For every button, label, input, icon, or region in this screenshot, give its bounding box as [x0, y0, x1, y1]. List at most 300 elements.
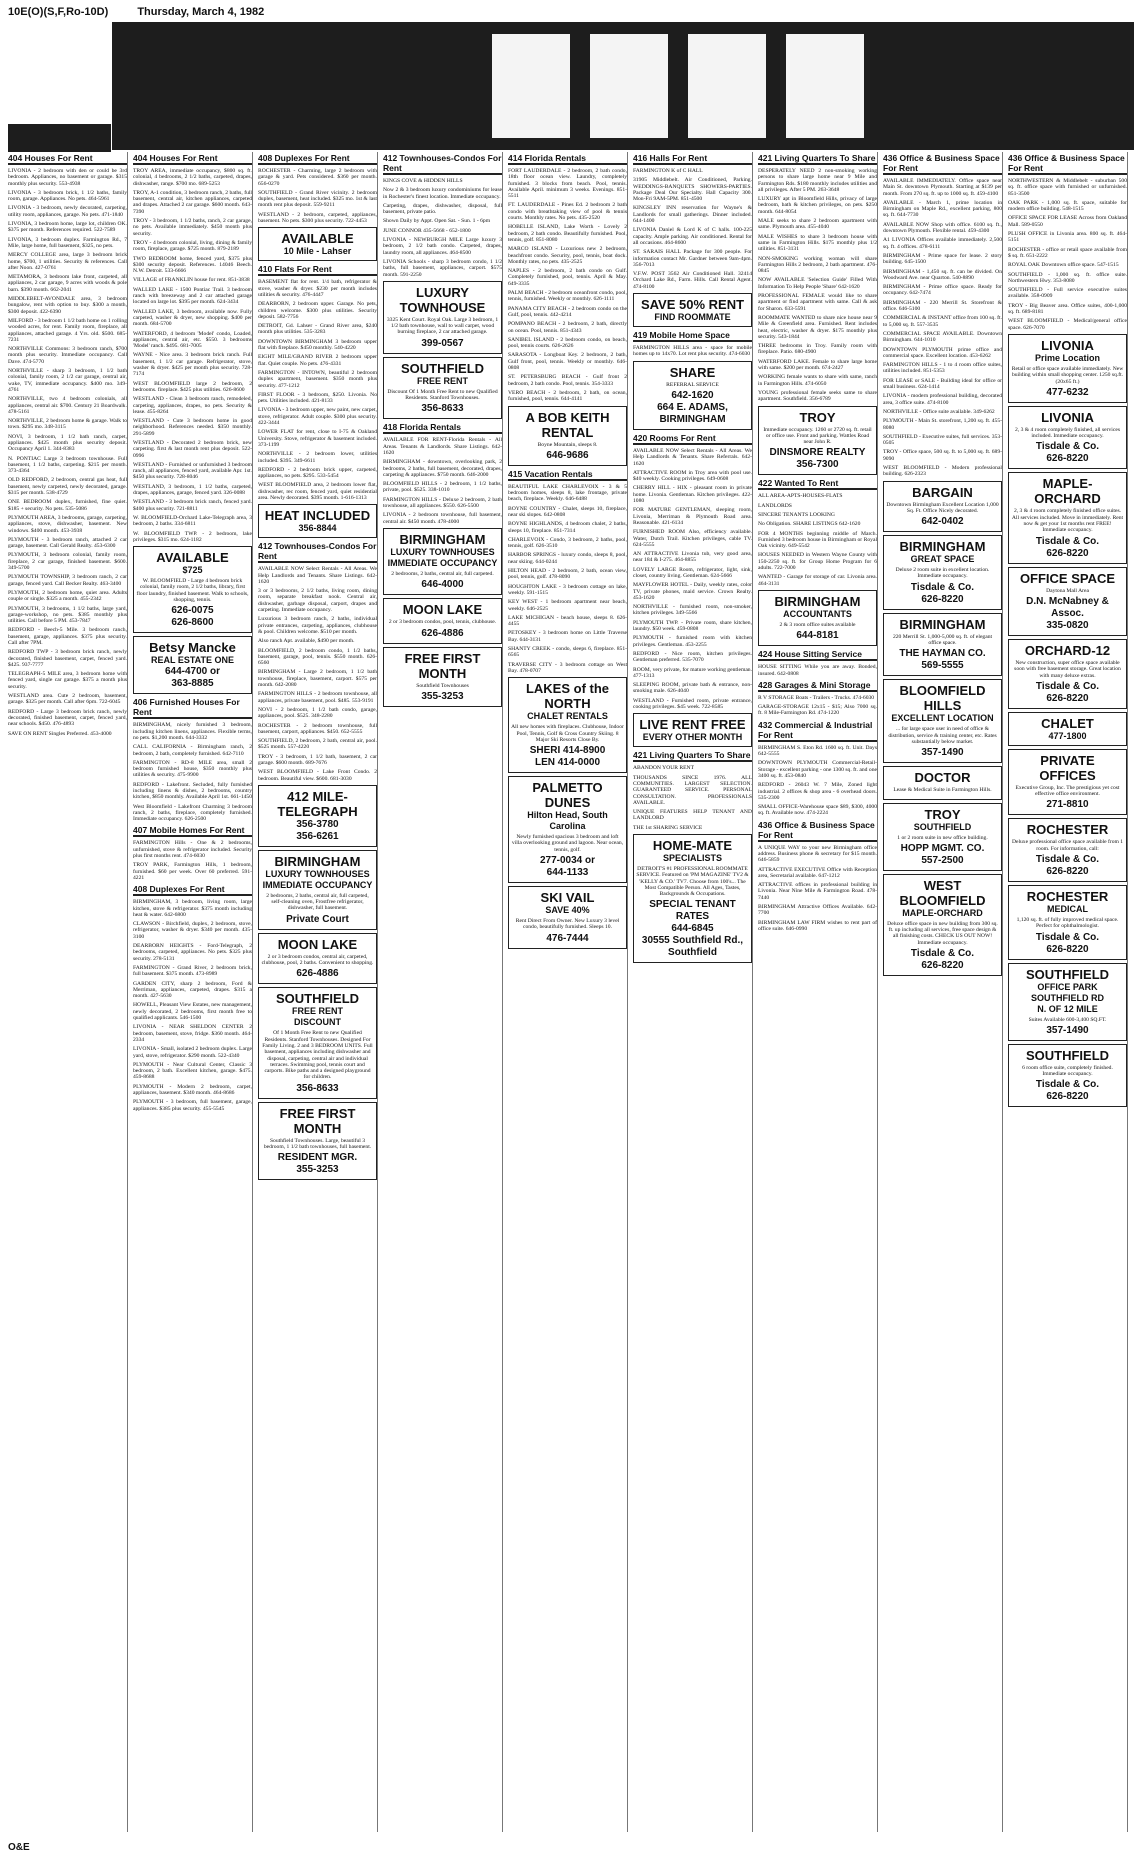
classified-column [633, 152, 753, 1832]
classified-ad: REDFORD - 26043 W. 7 Mile, Zoned light industrial. 2 offices & shop area - 6 overhead doors. 535-2300 [758, 782, 877, 801]
display-ad-headline: AVAILABLE [281, 231, 354, 247]
display-ad-headline: TROY [799, 409, 836, 425]
classified-ad: DETROIT, Gd. Lahser - Grand River area, $240 month plus utilities. 535-3283 [258, 323, 377, 336]
classified-column [258, 152, 378, 1832]
display-ad-contact: 335-0820 [1046, 619, 1089, 631]
display-ad-body: Deluxe 2 room suite in excellent location. Immediate occupancy. [895, 567, 990, 580]
classified-ad: NORTHVILLE - furnished room, non-smoker, kitchen privileges. 349-5566 [633, 604, 752, 617]
classified-ad: AVAILABLE NOW Shop with office. 6100 sq. ft., downtown Plymouth. Flexible rental. 459-4300 [883, 221, 1002, 235]
classified-ad: ST. PETERSBURG BEACH - Gulf front 2 bedroom, 2 bath condo. Pool, tennis. 354-3333 [508, 374, 627, 387]
display-ad-headline: ACCOUNTANTS [783, 608, 852, 619]
classified-ad: DEARBORN, 2 bedroom upper. Garage. No pets, children welcome. $300 plus utilities. Security deposit. 582-7756 [258, 301, 377, 320]
display-ad-contact: 626-4886 [421, 627, 464, 639]
display-ad-headline: DISCOUNT [294, 1017, 341, 1028]
display-ad-headline: SAVE 40% [545, 905, 590, 915]
section-heading: 416 Halls For Rent [633, 153, 752, 165]
classified-ad: ROCHESTER - office or retail space available from $ sq. ft. 651-2222 [1008, 246, 1127, 259]
display-ad-body: 1,120 sq. ft. of fully improved medical space. Perfect for ophthalmologist. [1016, 916, 1119, 930]
display-ad-headline: A BOB KEITH RENTAL [525, 409, 610, 440]
display-ad-body: Suites Available 600-3,400 SQ.FT. [1028, 1016, 1107, 1023]
classified-ad: DESPERATELY NEED 2 non-smoking working persons to share large home near 9 Mile and Farmington Rds. $180 monthly includes utilities and all privileges. After 5 PM. 263-3648 [758, 168, 877, 193]
classified-ad: ROYAL OAK Downtown office space. 547-1515 [1008, 262, 1119, 269]
display-ad-contact: 355-3253 [296, 1164, 339, 1176]
display-ad-headline: MAPLE-ORCHARD [1034, 476, 1101, 507]
classified-ad: FORT LAUDERDALE - 2 bedroom, 2 bath condo, 18th floor ocean view. Laundry, completely furnished. 3 blocks from beach. Pool, tennis. Available April. minimum 3 weeks. Evenings. 851-5511 [508, 168, 627, 200]
classified-ad: TELEGRAPH-5 MILE area, 3 bedroom home with fenced yard, single car garage. $375 a month plus security. [8, 671, 127, 690]
classified-ad: METAMORA, 3 bedroom lake front, carpeted, all appliances, 2 car garage, 9 acres with woods & pole barn. $390 month. 662-2041 [8, 274, 127, 293]
display-ad-contact: 626-8220 [921, 960, 964, 972]
display-ad-headline: SAVE 50% RENT [640, 297, 745, 313]
display-ad [633, 361, 752, 430]
section-heading: 414 Florida Rentals [508, 153, 627, 165]
display-ad-contact: 646-9686 [546, 449, 589, 461]
classified-ad: WEST BLOOMFIELD area, 2 bedroom lower flat, dishwasher, rec room, fenced yard, quiet residential area. Newly decorated. $395 month. 1-616-1313 [258, 482, 377, 501]
display-ad-contact: Tisdale & Co. [1035, 1079, 1100, 1091]
classified-ad: SLEEPING ROOM, private bath & entrance, non-smoking male. 626-4040 [633, 682, 752, 695]
classified-ad: MAYFLOWER HOTEL - Daily, weekly rates, color TV, private phones, maid service. Crown Realty. 453-1620 [633, 582, 752, 601]
classified-ad: LIVONIA, 3 bedroom duplex. Farmington Rd., 7 Mile, large home, full basement, $325, no pets. [8, 236, 127, 249]
classified-ad: FOR LEASE or SALE - Building ideal for office or small business. 624-1414 [883, 377, 1002, 391]
display-ad-headline: Prime Location [1034, 352, 1100, 363]
classified-ad: SOUTHFIELD - Executive suites, full services. 353-0505 [883, 433, 1002, 447]
display-ad [383, 598, 502, 643]
classified-ad: A UNIQUE WAY to your new Birmingham office address. Business phone & secretary for $15 month. 646-5859 [758, 844, 877, 864]
display-ad-headline: SPECIALISTS [662, 853, 722, 863]
classified-ad: PLYMOUTH TWP. - Private room, share kitchen, laundry. $50 week. 459-0808 [633, 619, 752, 633]
display-ad-contact: 30555 Southfield Rd., Southfield [641, 935, 744, 959]
classified-ad: JUNE CONNOR 435-5668 - 652-1800 [383, 227, 471, 234]
classified-ad: VERO BEACH - 2 bedroom, 2 bath, on ocean, furnished, pool, tennis. 644-4141 [508, 389, 627, 403]
display-ad [258, 504, 377, 538]
display-ad-contact: 626-8600 [171, 617, 214, 629]
section-heading: 412 Townhouses-Condos For Rent [383, 153, 502, 173]
display-ad-headline: LIVONIA [1041, 337, 1094, 353]
classified-ad: LIVONIA - 2 bedroom townhouse, full basement, central air. $450 month. 478-4000 [383, 512, 502, 525]
classified-columns [8, 152, 1134, 1832]
section-heading: 422 Wanted To Rent [758, 478, 877, 490]
display-ad-contact: 644-8181 [796, 630, 839, 642]
display-ad-headline: ROCHESTER [1026, 822, 1109, 838]
classified-column [8, 152, 128, 1832]
display-ad-contact: 356-3780 [296, 818, 339, 830]
display-ad [1008, 406, 1127, 470]
display-ad-contact: 626-8220 [1046, 453, 1089, 465]
display-ad-body: Downtown Birmingham Excellent Location 1,000 Sq. Ft. Office Nicely decorated. [886, 501, 999, 514]
classified-ad: COMMERCIAL & INSTANT office from 100 sq. ft. to 5,000 sq. ft. 557-3535 [883, 315, 1002, 328]
classified-ad: NAPLES - 2 bedroom, 2 bath condo on Gulf. Completely furnished, pool, tennis. April & May. 649-3335 [508, 268, 627, 287]
display-ad-contact: 399-0567 [421, 337, 464, 349]
classified-ad: NORTHVILLE Commons: 3 bedroom ranch, $700 month plus security. Immediate occupancy. Call Dave. 474-5770 [8, 346, 127, 365]
display-ad-headline: AVAILABLE [156, 550, 229, 566]
classified-ad: PLYMOUTH - Near Cultural Center, Classic 3 bedroom, 2 bath. Excellent kitchen, garage. $475. 459-8688 [133, 1061, 252, 1081]
classified-ad: V.F.W. POST 3562 Air Conditioned Hall. 32414 Orchard Lake Rd., Farm. Hills. Call Rental Agent. 474-8100 [633, 271, 752, 290]
classified-ad: LIVONIA - NEWBURGH MILE Large luxury 3 bedroom, 2 1/2 bath condo. Carpeted, drapes, laundry room, all appliances. 464-8500 [383, 237, 502, 256]
display-ad [633, 293, 752, 327]
classified-ad: WALLED LAKE - 1500 Pontiac Trail. 3 bedroom ranch with breezeway and 2 car attached garage located on large lot. $395 per month. 624-3434 [133, 286, 252, 306]
display-ad-headline: SOUTHFIELD [1025, 966, 1110, 982]
classified-ad: FARMINGTON Hills - One & 2 bedrooms, unfurnished, stove & refrigerator included. Security plus first months rent. 474-6030 [133, 840, 252, 860]
classified-ad: LOWER FLAT for rent, close to I-75 & Oakland University. Stove, refrigerator & basement included. 373-1199 [258, 429, 377, 448]
display-ad [1008, 749, 1127, 816]
classified-ad: SOUTHFIELD - Full service executive suites available. 358-0909 [1008, 287, 1127, 300]
classified-ad: BIRMINGHAM, nicely furnished 3 bedroom, including kitchen linens, appliances. Flexible terms, no pets. $1,200 month. 644-3332 [133, 722, 252, 741]
section-heading: 408 Duplexes For Rent [258, 153, 377, 165]
display-ad-contact: 626-8220 [1046, 1091, 1089, 1103]
display-ad-body: 1 or 2 room suite in new office building. [897, 834, 988, 841]
display-ad-contact: 626-8220 [1046, 692, 1089, 704]
classified-ad: MILFORD - 3 bedroom 1 1/2 bath home on 1 rolling wooded acres, for rent. Family room, fireplace, all appliances, attached garage. 4 Yrs. old. $500. 685-7231 [8, 317, 128, 343]
classified-ad: CHARLEVOIX - Condo, 3 bedroom, 2 baths, pool, tennis, golf. 626-3510 [508, 536, 627, 550]
display-ad-contact: 626-8220 [1046, 865, 1089, 877]
display-ad-contact: 356-6261 [296, 830, 339, 842]
classified-ad: BLOOMFIELD HILLS - 2 bedroom, 1 1/2 baths, private, pool. $525. 338-1010 [383, 481, 502, 494]
display-ad-headline: LAKES of the NORTH [525, 681, 610, 712]
display-ad-headline: CHALET [1041, 715, 1094, 731]
display-ad-contact: 557-2500 [921, 854, 964, 866]
classified-ad: West Bloomfield - Lakefront Charming 3 bedroom ranch, 2 baths, fireplace, completely furnished. Immediate occupancy. 626-2500 [133, 803, 252, 823]
classified-ad: TRAVERSE CITY - 3 bedroom cottage on West Bay. 478-0707 [508, 661, 627, 674]
classified-ad: TROY, A-1 condition, 3 bedroom ranch, 2 baths, full basement, central air, kitchen appliances, carpeted and drapes. Attached 2 car garage. $600 month. 643-7390 [133, 189, 252, 215]
page-folio: 10E(O)(S,F,Ro-10D) [8, 6, 109, 18]
classified-ad: LAKE MICHIGAN - beach house, sleeps 8. 626-4455 [508, 614, 627, 628]
display-ad-body: 2, 3 & 4 room completely finished, all services included. Immediate occupancy. [1014, 426, 1120, 440]
classified-ad: MIDDLEBELT-AVONDALE area, 3 bedroom bungalow, rent with option to buy. $300 a month, $300 deposit. 422-6390 [8, 296, 127, 315]
classified-ad: WEST BLOOMFIELD - Modern professional building. 626-2323 [883, 464, 1002, 478]
display-ad [883, 766, 1002, 799]
classified-ad: Carpeting, drapes, dishwasher, disposal, full basement, private patio. [383, 202, 502, 216]
display-ad-contact: 356-8633 [421, 403, 464, 415]
classified-ad: BEAUTIFUL LAKE CHARLEVOIX - 3 & 5 bedroom homes, sleeps 8, lake frontage, private beach, fireplace. Weekly. 646-6488 [508, 483, 627, 503]
section-heading: 436 Office & Business Space For Rent [1008, 153, 1127, 175]
classified-ad: FOR MATURE GENTLEMAN, sleeping room, Livonia, Merriman & Plymouth Road area. Reasonable. 421-6134 [633, 507, 752, 526]
classified-ad: SOUTHFIELD - 1,000 sq. ft. office suite. Northwestern Hwy. 353-8080 [1008, 271, 1127, 284]
display-ad-contact: 642-1620 [671, 389, 714, 401]
display-ad-headline: BIRMINGHAM [274, 853, 361, 869]
classified-ad: NORTHVILLE - 2 bedroom lower, utilities included. $395. 349-6611 [258, 451, 377, 464]
classified-ad: WESTLAND - 2 bedroom, carpeted, appliances, basement. No pets. $300 plus security. 722-4453 [258, 211, 377, 225]
display-ad-headline: EXCELLENT LOCATION [891, 713, 994, 724]
display-ad-headline: 10 Mile - Lahser [283, 246, 352, 257]
display-ad-contact: RESIDENT MGR. [277, 1152, 358, 1164]
display-ad-headline: LUXURY TOWNHOUSES [390, 546, 495, 557]
classified-ad: AVAILABLE IMMEDIATELY. Office space near Main St. downtown Plymouth. Starting at $139 per month. From 270 sq. ft. up to 1000 sq. ft. 459-4100 [883, 178, 1002, 197]
classified-ad: SHANTY CREEK - condo, sleeps 6, fireplace. 851-6565 [508, 646, 627, 659]
classified-ad: Now 2 & 3 bedroom luxury condominiums for lease in Rochester's finest location. Immediate occupancy. [383, 187, 502, 200]
classified-ad: CLAWSON - Birchfield, duplex, 2 bedroom, stove, refrigerator, washer & dryer. $340 per month. 435-3100 [133, 921, 252, 940]
display-ad-headline: BIRMINGHAM [899, 616, 986, 632]
classified-ad: ST. SARAIS HALL Package for 300 people. For information contact Mr. Gardner between 9am-4pm. 356-7013 [633, 249, 752, 268]
display-ad [258, 933, 377, 985]
classified-ad: WESTLAND - Furnished room, private entrance, cooking privileges. $45 week. 722-8585 [633, 697, 752, 711]
classified-ad: W. BLOOMFIELD TWP. - 2 bedroom, lake privileges. $315 mo. 624-1182 [133, 530, 252, 543]
display-ad-contact: 644-6845 [671, 923, 714, 935]
classified-ad: FT. LAUDERDALE - Pines Ed. 2 bedroom 2 bath condo with breathtaking view of pool & tennis courts. Monthly rates. No pets. 435-2520 [508, 202, 627, 222]
classified-ad: ABANDON YOUR RENT [633, 765, 695, 772]
page-date: Thursday, March 4, 1982 [137, 6, 265, 18]
classified-ad: VILLAGE of FRANKLIN house for rent. 851-3838 [133, 277, 250, 284]
classified-column [758, 152, 878, 1832]
classified-ad: AVAILABLE NOW Select Rentals - All Areas. We Help Landlords & Tenants. Share Referrals. 642-1620 [633, 447, 752, 467]
display-ad-headline: SOUTHFIELD [275, 991, 360, 1007]
classified-ad: KINGSLEY INN reservation for Wayne's & Landlords for small gatherings. Dinner included. 644-1400 [633, 205, 752, 225]
classified-ad: HARBOR SPRINGS - luxury condo, sleeps 8, pool, near skiing. 644-0244 [508, 552, 627, 565]
classified-ad: GARAGE-STORAGE 12x15 - $15; Also 7000 sq. ft. 8 Mile-Farmington Rd. 474-1220 [758, 704, 877, 717]
display-ad [633, 834, 752, 963]
classified-ad: 3 or 3 bedrooms, 2 1/2 baths, living room, dining room, separate breakfast nook. Central air, dishwasher, garbage disposal, carport, drapes and carpeting. Immediate occupancy. [258, 588, 377, 614]
classified-ad: WATERFORD, 4 bedroom 'Model' condo, Loaded, appliances, central air, etc. $550. 3 bedrooms 'Model' ranch. $495. 681-7005 [133, 330, 252, 350]
display-ad-body: 2 bedrooms, 2 baths, central air, full carpeted. [391, 570, 494, 577]
classified-column [883, 152, 1003, 1832]
classified-column [1008, 152, 1128, 1832]
display-ad-headline: BIRMINGHAM [774, 593, 861, 609]
display-ad [1008, 1044, 1127, 1108]
display-ad-headline: MAPLE-ORCHARD [902, 907, 983, 918]
classified-ad: ALL AREA-APTS-HOUSES-FLATS [758, 493, 843, 500]
display-ad [883, 874, 1002, 976]
classified-ad: FOR 4 MONTHS beginning middle of March. Furnished 3 bedroom house in Birmingham or Royal Oak vicinity. 649-5542 [758, 530, 877, 550]
classified-ad: POMPANO BEACH - 2 bedroom, 2 bath, directly on ocean. Pool, tennis. 851-4343 [508, 321, 627, 334]
display-ad-body: Boyne Mountain, sleeps 8. [537, 441, 598, 448]
classified-ad: GARDEN CITY, sharp 2 bedroom, Ford & Merriman, appliances, carpeted, drapes. $315 a month. 427-5630 [133, 980, 252, 1000]
display-ad-contact: 626-8220 [921, 593, 964, 605]
display-ad-headline: PALMETTO DUNES [532, 780, 603, 811]
classified-ad: LIVONIA - 3 bedroom, newly decorated, carpeting, utility room, appliances, garage. No pets. 471-1840 [8, 205, 127, 218]
classified-ad: SAVE ON RENT Singles Preferred. 453-4000 [8, 730, 112, 737]
classified-ad: ATTRACTIVE offices in professional building in Livonia. Near Nine Mile & Farmington Road. 478-7440 [758, 882, 877, 901]
section-heading: 404 Houses For Rent [8, 153, 127, 165]
classified-ad: NORTHVILLE - Office suite available. 349-6262 [883, 408, 995, 415]
display-ad-headline: LIVE RENT FREE [639, 717, 746, 733]
display-ad-headline: FIND ROOMMATE [654, 312, 731, 323]
classified-ad: OFFICE SPACE FOR LEASE Across from Oakland Mall. 589-0550 [1008, 215, 1127, 228]
classified-ad: WESTLAND, 3 bedroom, 1 1/2 baths, carpeted, drapes, appliances, garage, fenced yard. 326-0088 [133, 483, 252, 497]
display-ad-contact: 569-5555 [921, 660, 964, 672]
section-heading: 432 Commercial & Industrial For Rent [758, 720, 877, 742]
classified-ad: PLYMOUTH, 3 bedroom colonial, family room, fireplace, 2 car garage, finished basement. $600. 349-5700 [8, 552, 127, 572]
classified-ad: AVAILABLE FOR RENT-Florida Rentals - All Areas. Tenants & Landlords. Share Listings. 642-1620 [383, 437, 502, 456]
display-ad-body: 220 Merrill St. 1,000-5,000 sq. ft. of elegant office space. [892, 633, 993, 647]
display-ad-body: 2 bedrooms, 2 baths, central air, full carpeted, self-cleaning oven, Frostfree refrigerator, dishwasher, full basement. [266, 892, 369, 912]
display-ad-body: Newly furnished spacious 3 bedroom and loft villa overlooking ground and lagoon. Near ocean, tennis, golf. [511, 834, 624, 853]
display-ad-contact: 356-7300 [796, 459, 839, 471]
classified-ad: TROY - 3 bedroom, 1 1/2 bath, basement, 2 car garage. $600 month. 689-7676 [258, 753, 377, 766]
classified-ad: FARMINGTON - Grand River, 2 bedroom brick, full basement. $375 month. 473-8989 [133, 964, 252, 978]
classified-ad: FARMINGTON HILLS area - space for mobile homes up to 14x70. Lot rent plus security. 474-6030 [633, 345, 752, 358]
classified-ad: LIVONIA - 3 bedroom brick, 1 1/2 baths, family room, garage. Appliances. No pets. 464-5961 [8, 189, 127, 203]
display-ad [758, 590, 877, 646]
classified-ad: PLYMOUTH - 3 bedroom, full basement, garage, appliances. $385 plus security. 455-5545 [133, 1099, 252, 1112]
display-ad-contact: 277-0034 or [539, 855, 596, 866]
display-ad-headline: GREAT SPACE [910, 554, 975, 565]
display-ad [1008, 472, 1127, 563]
display-ad [1008, 818, 1127, 882]
classified-ad: THE 1st SHARING SERVICE [633, 824, 703, 831]
display-ad-headline: FREE FIRST MONTH [279, 1105, 356, 1136]
display-ad-body: DETROIT'S #1 PROFESSIONAL ROOMMATE SERVICE. Featured on 'PM MAGAZINE' TV2 & 'KELLY & CO.' TV7. Choose from 100's... The Most Compatible Person. All Ages, Tastes, Backgrounds & Occupations. [636, 866, 749, 898]
classified-ad: REDFORD - Lakefront. Secluded, fully furnished including linens & dishes, 2 bedrooms, country kitchen, $850 monthly. Available April 1st. 661-1450 [133, 781, 253, 801]
display-ad-contact: 363-8885 [171, 678, 214, 690]
display-ad-body: All new homes with fireplaces. Clubhouse, Indoor Pool, Tennis, Golf & Cross Country Skiing. 8 Major Ski Resorts Close By. [511, 724, 624, 743]
display-ad-contact: Private Court [286, 913, 349, 925]
classified-ad: BIRMINGHAM - 1,450 sq. ft. can be divided. On Woodward Ave. near Quarton. 540-8890 [883, 268, 1002, 281]
display-ad [1008, 963, 1127, 1041]
classified-ad: BIRMINGHAM, 3 bedroom, living room, large kitchen, stove & refrigerator. $375 month including heat & water. 642-6800 [133, 899, 252, 918]
display-ad-body: Of 1 Month Free Rent to new Qualified Residents. Stanford Townhouses. Designed For Family Living. 2 and 3 BEDROOM UNITS. Full basement, appliances including dishwasher and disposal, carpeting, central air and individual terraces. Swimming pool, tennis court and carports. Bike paths and a designed playground for children. [262, 1030, 373, 1081]
display-ad-headline: LUXURY TOWNHOUSES [265, 868, 370, 879]
classified-ad: R V STORAGE Boats - Trailers - Trucks. 474-6030 [758, 694, 875, 701]
classified-ad: ROOMMATE WANTED to share nice house near 9 Mile & Greenfield area. Furnished. Rent includes heat, electric, washer & dryer. $175 monthly plus security. 543-1844 [758, 314, 877, 340]
section-heading: 406 Furnished Houses For Rent [133, 697, 252, 719]
classified-ad: EIGHT MILE/GRAND RIVER 2 bedroom upper flat. Quiet couple. No pets. 476-4331 [258, 354, 377, 367]
display-ad [508, 776, 627, 883]
display-ad-headline: IMMEDIATE OCCUPANCY [262, 879, 373, 890]
display-ad [1008, 712, 1127, 746]
classified-ad: FURNISHED ROOM Also, efficiency available. Water, Dutch Trail. Kitchen privileges, cable TV. 624-5555 [633, 529, 752, 548]
display-ad-headline: REAL ESTATE ONE [150, 655, 234, 666]
display-ad-body: 6 room office suite, completely finished. Immediate occupancy. [1022, 1064, 1113, 1078]
display-ad [508, 886, 627, 949]
classified-ad: AVAILABLE - March 1, prime location in Birmingham on Maple Rd., excellent parking, 800 sq. ft. 644-7730 [883, 199, 1002, 219]
display-ad-contact: Tisdale & Co. [1035, 535, 1100, 547]
classified-ad: PLYMOUTH - 3 bedroom ranch, attached 2 car garage, basement. Call Gerald Realty. 453-6300 [8, 536, 127, 550]
display-ad-headline: FREE RENT [291, 1006, 343, 1017]
classified-ad: SOUTHFIELD, 2 bedroom, 2 bath, central air, pool. $525 month. 557-4220 [258, 738, 377, 751]
classified-ad: TROY - Big Beaver area. Office suites, 400-1,000 sq. ft. 689-8181 [1008, 302, 1127, 316]
display-ad-headline: SOUTHFIELD [1025, 1047, 1110, 1063]
classified-ad: UNIQUE FEATURES HELP TENANT AND LANDLORD [633, 809, 752, 822]
display-ad-body: 2 or 3 bedroom condos, central air, carpeted, clubhouse, pool, 2 baths. Convenient to shopping. [261, 953, 374, 967]
display-ad-headline: SKI VAIL [540, 890, 595, 905]
classified-ad: BIRMINGHAM - Prime office space. Ready for occupancy. 642-7474 [883, 284, 1002, 297]
classified-ad: BIRMINGHAM Attractive Offices Available. 642-7700 [758, 904, 877, 917]
classified-ad: PANAMA CITY BEACH - 2 bedroom condo on the Gulf, pool, tennis. 442-4214 [508, 305, 627, 318]
classified-ad: TROY AREA, immediate occupancy, $800 sq. ft. colonial, 4 bedrooms, 2 1/2 baths, carpeted, drapes, dishwasher, range. $700 mo. 689-5253 [133, 168, 252, 187]
display-ad-headline: CHALET RENTALS [527, 711, 608, 722]
classified-ad: WALLED LAKE, 3 bedroom, available now. Fully carpeted, washer & dryer, new shopping. $400 per month. 684-5700 [133, 308, 252, 328]
display-ad-headline: OFFICE SPACE [1019, 570, 1116, 586]
classified-ad: N. PONTIAC Large 3 bedroom townhouse. Full basement, 1 1/2 baths, carpeting. $215 per month. 373-4364 [8, 455, 127, 475]
display-ad-contact: 357-1490 [1046, 1024, 1089, 1036]
display-ad [1008, 639, 1127, 709]
display-ad [258, 987, 377, 1098]
display-ad-headline: LIVONIA [1041, 409, 1094, 425]
classified-ad: MERCY COLLEGE area, large 3 bedroom brick home, $700, 1 utilities. Security & references. Call after Noon. 427-0761 [8, 252, 127, 271]
classified-ad: THREE bedrooms in Troy. Family room with fireplace. Patio. 680-4900 [758, 343, 877, 356]
classified-ad: OAK PARK - 1,000 sq. ft. space, suitable for modern office building. 548-1515 [1008, 199, 1127, 213]
display-ad-headline: MOON LAKE [277, 936, 358, 952]
classified-ad: A1 LIVONIA Offices available immediately. 2,500 sq. ft. 4 offices. 478-6111 [883, 237, 1002, 250]
display-ad-contact: 357-1490 [921, 747, 964, 759]
section-heading: 412 Townhouses-Condos For Rent [258, 541, 377, 562]
classified-ad: BIRMINGHAM - downtown, overlooking park, 2 bedrooms, 2 baths, full basement, decorated, drapes, carpeting & appliances. $750 month. 646-2000 [383, 459, 502, 478]
classified-ad: HOBELLE ISLAND, Lake Worth - Lovely 2 bedroom, 2 bath condo. Beautifully furnished. Pool, tennis, golf. 851-8080 [508, 224, 627, 243]
classified-ad: NORTHWESTERN & Middlebelt - suburban 500 sq. ft. office space with furnished or unfurnished. 851-3500 [1008, 178, 1127, 197]
classified-ad: PLUSH OFFICE in Livonia area. 800 sq. ft. 464-5151 [1008, 231, 1127, 244]
classified-ad: Luxurious 3 bedroom ranch, 2 baths, individual private entrances, carpeting, appliances, clubhouse & pool. Children welcome. $510 per month. [258, 616, 377, 635]
display-ad [258, 850, 377, 930]
classified-ad: BLOOMFIELD, 2 bedroom condo, 1 1/2 baths, basement, garage, pool, tennis. $550 month. 626-6560 [258, 647, 377, 667]
display-ad-headline: EVERY OTHER MONTH [642, 732, 743, 743]
classified-ad: LIVONIA Schools - sharp 3 bedroom condo, 1 1/2 baths, full basement, appliances, carport. $575 month. 591-2250 [383, 258, 502, 278]
classified-ad: WESTLAND - Clean 3 bedroom ranch, remodeled, carpeting, appliances, drapes, no pets. Security & lease. 455-8264 [133, 396, 252, 415]
section-heading: 407 Mobile Homes For Rent [133, 825, 252, 837]
display-ad-headline: WEST BLOOMFIELD [899, 877, 986, 908]
page-footer-mark: O&E [8, 1842, 30, 1853]
classified-ad: HOWELL, Pleasant View Estates, new management, newly decorated, 2 bedrooms, first month free to qualified applicants. 546-1500 [133, 1002, 252, 1022]
display-ad-contact: DINSMORE REALTY [769, 447, 866, 459]
display-ad [508, 677, 627, 773]
classified-ad: WESTLAND - Cute 3 bedroom home in good neighborhood. References needed. $350 monthly. 291-5899 [133, 418, 252, 437]
display-ad-headline: IMMEDIATE OCCUPANCY [387, 557, 498, 568]
classified-ad: BIRMINGHAM - Prime space for lease. 2 story building. 645-1500 [883, 252, 1002, 266]
display-ad-headline: FREE RENT [416, 375, 468, 386]
display-ad [133, 636, 252, 694]
section-heading: 421 Living Quarters To Share [633, 750, 751, 761]
classified-ad: NOVI - 2 bedroom, 1 1/2 bath condo, garage, appliances, pool. $525. 348-2280 [258, 706, 377, 720]
classified-ad: AN ATTRACTIVE Livonia tub, very good area, near 184 & I-275. 464-8855 [633, 551, 752, 564]
classified-ad: BASEMENT flat for rent. 1/4 bath, refrigerator & stove, washer & dryer. $230 per month includes utilities & security. 476-4447 [258, 279, 377, 298]
display-ad-contact: SHERI 414-8900 [529, 745, 606, 757]
display-ad-body: Deluxe office space in new building from 300 sq. ft. up including all services, free space design & all finishing costs. CHECK US OUT NOW! Immediate occupancy. [887, 920, 998, 946]
classified-ad: DOWNTOWN PLYMOUTH Commercial-Retail-Storage - excellent parking - one 1300 sq. ft. and one 3400 sq. ft. 453-0840 [758, 760, 877, 779]
display-ad [883, 803, 1002, 871]
classified-ad: FARMINGTON HILLS - 1 to 4 room office suites, utilities included. 851-5353 [883, 362, 1002, 375]
classified-ad: HOUSES NEEDED in Western Wayne County with 150-2250 sq. ft. for Group Home Program for 6 adults. 722-7000 [758, 552, 877, 572]
classified-ad: Also ranch Apt. available, $490 per month. [258, 638, 355, 645]
classified-ad: MALE seeks to share 2 bedroom apartment with same. Plymouth area. 455-4040 [758, 218, 877, 231]
classified-ad: TROY - 3 bedroom, 1 1/2 baths, ranch, 2 car garage, no pets. Available immediately. $450 month plus security. [133, 218, 252, 237]
display-ad-headline: DOCTOR [914, 770, 971, 786]
display-ad [633, 713, 752, 747]
classified-ad: W. BLOOMFIELD-Orchard Lake-Telegraph area, 3 bedroom, 2 baths. 334-6811 [133, 514, 252, 528]
display-ad-contact: Tisdale & Co. [910, 581, 975, 593]
classified-ad: TWO BEDROOM home, fenced yard, $375 plus $300 security deposit. References. 14046 Beech. N.W. Detroit. 533-6666 [133, 255, 252, 275]
display-ad-headline: OFFICE PARK [1037, 981, 1098, 992]
classified-ad: WESTLAND - Furnished or unfurnished 3 bedroom ranch, all appliances, fenced yard, available Apr. 1st. $450 plus security. 728-8046 [133, 461, 252, 481]
classified-ad: SARASOTA - Longboat Key. 2 bedroom, 2 bath, Gulf front, pool, tennis. Weekly or monthly. 646-0808 [508, 352, 627, 372]
display-ad-headline: BLOOMFIELD HILLS [899, 683, 986, 714]
display-ad-contact: 477-6232 [1046, 386, 1089, 398]
classified-ad: FARMINGTON K of C HALL [633, 168, 703, 174]
display-ad [258, 1102, 377, 1181]
display-ad-headline: MOON LAKE [402, 602, 483, 618]
display-ad [1008, 885, 1127, 960]
classified-ad: LIVONIA - 3 bedroom upper, new paint, new carpet, stove, refrigerator. Adult couple. $300 plus security. 422-3444 [258, 407, 377, 427]
display-ad-body: Lease & Medical Suite in Farmington Hills. [893, 787, 992, 794]
display-ad [383, 281, 502, 354]
classified-ad: PLYMOUTH - Main St. storefront, 1,200 sq. ft. 455-8080 [883, 418, 1002, 431]
display-ad-headline: 356-8844 [298, 523, 337, 534]
display-ad-body: New construction, super office space available soon with free basement storage. Great location with many deluxe extras. [1014, 659, 1121, 679]
classified-ad: No Obligation. SHARE LISTINGS 642-1620 [758, 521, 861, 528]
classified-ad: OLD REDFORD, 2 bedroom, central gas heat, full basement, newly carpeted, newly decorated, garage. $315 per month. 538-4729 [8, 477, 127, 497]
section-heading: 404 Houses For Rent [133, 153, 252, 165]
section-heading: 420 Rooms For Rent [633, 433, 752, 445]
classified-ad: MALE WISHES to share 3 bedroom house with same in Farmington Hills. $175 monthly plus 1/2 utilities. 851-3131 [758, 233, 877, 253]
display-ad-contact: 355-3253 [421, 690, 464, 702]
classified-ad: SANIBEL ISLAND - 2 bedroom condo, on beach, pool, tennis courts. 626-2626 [508, 336, 627, 350]
display-ad [383, 647, 502, 707]
classified-ad: WESTLAND - Decorated 2 bedroom brick, new carpeting. first & last month rent plus deposit. 522-0996 [133, 439, 252, 459]
classified-ad: LIVONIA, 3 bedroom home, large lot, children OK. $375 per month. References required. 522-7589 [8, 221, 127, 234]
classified-ad: WEST BLOOMFIELD - Medical/general office space. 626-7070 [1008, 318, 1127, 331]
display-ad-contact: LEN 414-0000 [534, 757, 601, 769]
display-ad-body: W. BLOOMFIELD - Large 4 bedroom brick colonial, family room, 2 1/2 baths, library, first floor laundry, finished basement. Walk to schools, shopping, tennis. [136, 578, 249, 604]
display-ad-headline: 477-1800 [1048, 730, 1087, 741]
display-ad [258, 785, 377, 847]
section-heading: 436 Office & Business Space For Rent [758, 820, 877, 842]
display-ad-headline: $725 [182, 565, 203, 576]
